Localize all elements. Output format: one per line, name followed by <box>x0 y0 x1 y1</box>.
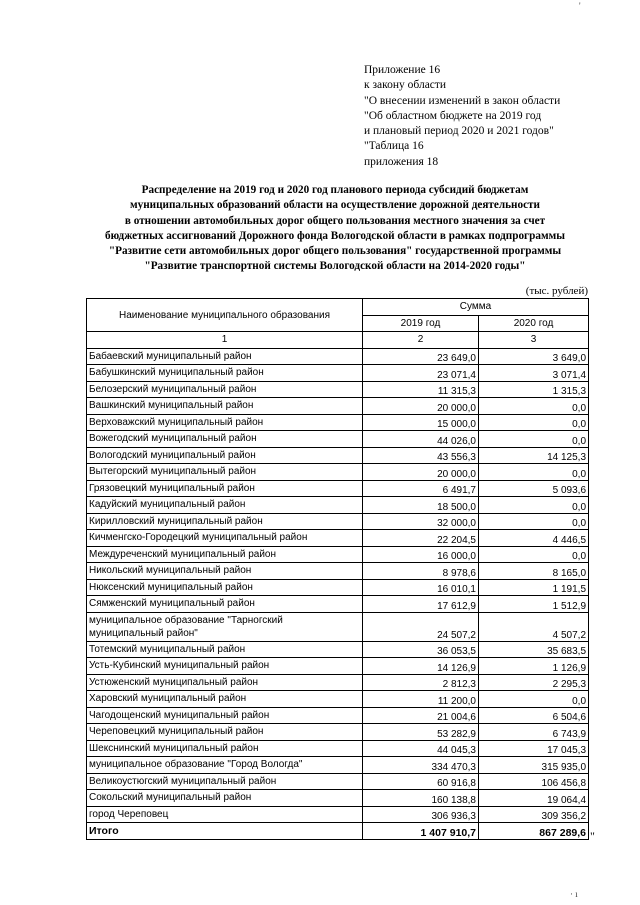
amount-2020: 1 191,5 <box>479 579 589 596</box>
amount-2019: 44 026,0 <box>363 431 479 448</box>
appendix-line: "О внесении изменений в закон области <box>364 94 561 107</box>
amount-2020: 14 125,3 <box>479 447 589 464</box>
amount-2019: 17 612,9 <box>363 596 479 613</box>
municipality-name: Вашкинский муниципальный район <box>87 398 363 415</box>
table-row <box>87 773 589 790</box>
amount-2019: 334 470,3 <box>363 757 479 774</box>
municipality-name: Вологодский муниципальный район <box>87 447 363 464</box>
closing-quote: " <box>590 829 595 843</box>
appendix-line: "Об областном бюджете на 2019 год <box>364 109 542 122</box>
title-line: муниципальных образований области на осуществление дорожной деятельности <box>129 199 540 212</box>
amount-2020: 1 512,9 <box>479 596 589 613</box>
amount-2020: 0,0 <box>479 691 589 708</box>
municipality-name: Междуреченский муниципальный район <box>87 546 363 563</box>
table-row <box>87 546 589 563</box>
municipality-name: Сямженский муниципальный район <box>87 596 363 613</box>
title-line: в отношении автомобильных дорог общего пользования местного значения за счет <box>124 214 546 227</box>
amount-2020: 0,0 <box>479 464 589 481</box>
amount-2020: 0,0 <box>479 431 589 448</box>
title-line: бюджетных ассигнований Дорожного фонда Вологодской области в рамках подпрограммы <box>105 229 565 242</box>
total-2019: 1 407 910,7 <box>363 823 479 840</box>
amount-2020: 3 071,4 <box>479 365 589 382</box>
municipality-name: Усть-Кубинский муниципальный район <box>87 658 363 675</box>
table-row <box>87 641 589 658</box>
amount-2020: 35 683,5 <box>479 641 589 658</box>
table-row <box>87 612 589 641</box>
corner-mark-top: ' <box>579 1 581 11</box>
title-line: Распределение на 2019 год и 2020 год планового периода субсидий бюджетам <box>141 184 529 196</box>
amount-2019: 43 556,3 <box>363 447 479 464</box>
municipality-name: муниципальное образование "Тарногский муниципальный район" <box>87 612 363 641</box>
table-row <box>87 431 589 448</box>
amount-2020: 8 165,0 <box>479 563 589 580</box>
column-number-1: 1 <box>87 332 363 349</box>
municipality-name: Шекснинский муниципальный район <box>87 740 363 757</box>
amount-2019: 24 507,2 <box>363 612 479 641</box>
subsidy-table <box>86 298 589 840</box>
corner-mark-bottom: · ı <box>570 889 578 899</box>
amount-2019: 32 000,0 <box>363 513 479 530</box>
amount-2020: 315 935,0 <box>479 757 589 774</box>
municipality-name: Вытегорский муниципальный район <box>87 464 363 481</box>
title-line: "Развитие транспортной системы Вологодской области на 2014-2020 годы" <box>144 260 526 273</box>
amount-2019: 36 053,5 <box>363 641 479 658</box>
appendix-line: и плановый период 2020 и 2021 годов" <box>364 125 554 138</box>
amount-2019: 21 004,6 <box>363 707 479 724</box>
table-row <box>87 806 589 823</box>
amount-2020: 19 064,4 <box>479 790 589 807</box>
municipality-name: Вожегодский муниципальный район <box>87 431 363 448</box>
table-row <box>87 414 589 431</box>
amount-2020: 17 045,3 <box>479 740 589 757</box>
appendix-line: приложения 18 <box>364 155 439 168</box>
amount-2019: 22 204,5 <box>363 530 479 547</box>
amount-2020: 0,0 <box>479 497 589 514</box>
amount-2019: 11 200,0 <box>363 691 479 708</box>
amount-2020: 106 456,8 <box>479 773 589 790</box>
header-2020: 2020 год <box>479 315 589 332</box>
amount-2019: 44 045,3 <box>363 740 479 757</box>
amount-2020: 309 356,2 <box>479 806 589 823</box>
table-row <box>87 530 589 547</box>
municipality-name: Верховажский муниципальный район <box>87 414 363 431</box>
table-row <box>87 563 589 580</box>
total-label: Итого <box>87 823 363 840</box>
amount-2019: 18 500,0 <box>363 497 479 514</box>
amount-2020: 3 649,0 <box>479 348 589 365</box>
amount-2019: 6 491,7 <box>363 480 479 497</box>
total-2020: 867 289,6 <box>479 823 589 840</box>
amount-2019: 16 010,1 <box>363 579 479 596</box>
municipality-name: Великоустюгский муниципальный район <box>87 773 363 790</box>
table-row <box>87 464 589 481</box>
amount-2020: 0,0 <box>479 398 589 415</box>
amount-2020: 4 507,2 <box>479 612 589 641</box>
total-row <box>87 823 589 840</box>
municipality-name: Грязовецкий муниципальный район <box>87 480 363 497</box>
municipality-name: Кичменгско-Городецкий муниципальный район <box>87 530 363 547</box>
amount-2019: 160 138,8 <box>363 790 479 807</box>
amount-2019: 53 282,9 <box>363 724 479 741</box>
table-row <box>87 398 589 415</box>
table-row <box>87 790 589 807</box>
units-label: (тыс. рублей) <box>525 285 588 297</box>
table-row <box>87 381 589 398</box>
table-row <box>87 447 589 464</box>
table-row <box>87 365 589 382</box>
municipality-name: Череповецкий муниципальный район <box>87 724 363 741</box>
municipality-name: город Череповец <box>87 806 363 823</box>
amount-2019: 15 000,0 <box>363 414 479 431</box>
amount-2020: 1 315,3 <box>479 381 589 398</box>
amount-2020: 5 093,6 <box>479 480 589 497</box>
amount-2019: 23 071,4 <box>363 365 479 382</box>
table-row <box>87 348 589 365</box>
table-row <box>87 658 589 675</box>
table-row <box>87 497 589 514</box>
amount-2020: 4 446,5 <box>479 530 589 547</box>
header-2019: 2019 год <box>363 315 479 332</box>
municipality-name: Устюженский муниципальный район <box>87 674 363 691</box>
amount-2020: 1 126,9 <box>479 658 589 675</box>
table-row <box>87 480 589 497</box>
municipality-name: Никольский муниципальный район <box>87 563 363 580</box>
header-sum: Сумма <box>363 299 589 316</box>
appendix-line: к закону области <box>364 79 447 92</box>
table-row <box>87 513 589 530</box>
municipality-name: Бабаевский муниципальный район <box>87 348 363 365</box>
municipality-name: Кирилловский муниципальный район <box>87 513 363 530</box>
table-row <box>87 596 589 613</box>
table-row <box>87 724 589 741</box>
amount-2020: 2 295,3 <box>479 674 589 691</box>
amount-2020: 6 743,9 <box>479 724 589 741</box>
municipality-name: муниципальное образование "Город Вологда" <box>87 757 363 774</box>
table-row <box>87 707 589 724</box>
amount-2019: 20 000,0 <box>363 464 479 481</box>
table-row <box>87 691 589 708</box>
municipality-name: Кадуйский муниципальный район <box>87 497 363 514</box>
amount-2020: 0,0 <box>479 414 589 431</box>
column-number-3: 3 <box>479 332 589 349</box>
municipality-name: Сокольский муниципальный район <box>87 790 363 807</box>
table-row <box>87 674 589 691</box>
municipality-name: Чагодощенский муниципальный район <box>87 707 363 724</box>
amount-2019: 306 936,3 <box>363 806 479 823</box>
municipality-name: Тотемский муниципальный район <box>87 641 363 658</box>
amount-2019: 11 315,3 <box>363 381 479 398</box>
appendix-line: Приложение 16 <box>364 64 441 76</box>
amount-2020: 6 504,6 <box>479 707 589 724</box>
table-row <box>87 579 589 596</box>
column-number-2: 2 <box>363 332 479 349</box>
table-row <box>87 757 589 774</box>
appendix-header <box>364 63 560 170</box>
municipality-name: Белозерский муниципальный район <box>87 381 363 398</box>
document-title <box>80 183 590 275</box>
amount-2020: 0,0 <box>479 513 589 530</box>
amount-2020: 0,0 <box>479 546 589 563</box>
amount-2019: 23 649,0 <box>363 348 479 365</box>
amount-2019: 60 916,8 <box>363 773 479 790</box>
amount-2019: 20 000,0 <box>363 398 479 415</box>
amount-2019: 14 126,9 <box>363 658 479 675</box>
amount-2019: 16 000,0 <box>363 546 479 563</box>
municipality-name: Нюксенский муниципальный район <box>87 579 363 596</box>
amount-2019: 8 978,6 <box>363 563 479 580</box>
appendix-line: "Таблица 16 <box>364 140 424 153</box>
municipality-name: Харовский муниципальный район <box>87 691 363 708</box>
table-row <box>87 740 589 757</box>
title-line: "Развитие сети автомобильных дорог общего пользования" государственной программы <box>108 245 562 258</box>
municipality-name: Бабушкинский муниципальный район <box>87 365 363 382</box>
header-name: Наименование муниципального образования <box>87 299 363 332</box>
amount-2019: 2 812,3 <box>363 674 479 691</box>
